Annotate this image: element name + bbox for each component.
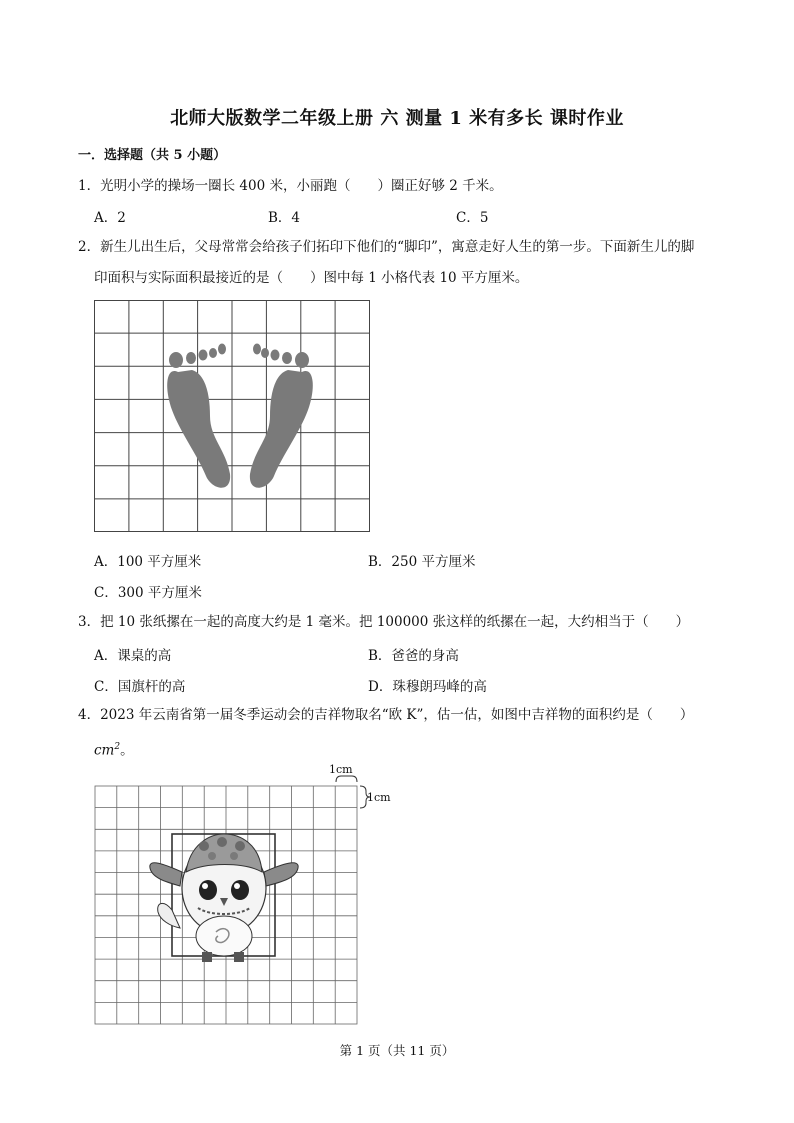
option-c: C．国旗杆的高 bbox=[94, 679, 186, 695]
scale-label-side: 1cm bbox=[367, 791, 391, 804]
scale-label-top: 1cm bbox=[329, 763, 353, 776]
question-text: 光明小学的操场一圈长 400 米，小丽跑（ ）圈正好够 2 千米。 bbox=[100, 178, 503, 194]
option-d: D．珠穆朗玛峰的高 bbox=[368, 679, 487, 695]
page-title: 北师大版数学二年级上册 六 测量 1 米有多长 课时作业 bbox=[170, 108, 624, 129]
question-number: 1． bbox=[78, 178, 101, 194]
option-b: B．4 bbox=[268, 210, 301, 226]
question-number: 4． bbox=[78, 707, 101, 723]
option-c: C．5 bbox=[456, 210, 489, 226]
grid-lines bbox=[94, 300, 370, 532]
option-a: A．100 平方厘米 bbox=[94, 554, 202, 570]
scale-bracket-icon bbox=[336, 776, 370, 808]
question-text: 把 10 张纸摞在一起的高度大约是 1 毫米。把 100000 张这样的纸摞在一起，大约相当于（ ） bbox=[100, 614, 690, 630]
option-c: C．300 平方厘米 bbox=[94, 585, 202, 601]
question-4 bbox=[78, 705, 693, 725]
question-text: 2023 年云南省第一届冬季运动会的吉祥物取名“欧 K”，估一估，如图中吉祥物的面积约是（ ） bbox=[100, 707, 694, 723]
question-2-line2: 印面积与实际面积最接近的是（ ）图中每 1 小格代表 10 平方厘米。 bbox=[94, 270, 529, 286]
unit-exponent: 2 bbox=[114, 742, 121, 752]
question-text: 新生儿出生后，父母常常会给孩子们拓印下他们的“脚印”，寓意走好人生的第一步。下面新生儿的脚 bbox=[100, 239, 695, 255]
footprint-grid-figure bbox=[94, 300, 372, 534]
option-b: B．爸爸的身高 bbox=[368, 648, 459, 664]
option-a: A．2 bbox=[94, 210, 126, 226]
page-footer: 第 1 页（共 11 页） bbox=[339, 1043, 455, 1058]
area-unit bbox=[94, 737, 134, 761]
section-heading: 一．选择题（共 5 小题） bbox=[78, 148, 227, 163]
unit-end: 。 bbox=[120, 742, 134, 759]
question-number: 3． bbox=[78, 614, 101, 630]
mascot-grid-figure bbox=[94, 760, 404, 1028]
option-a: A．课桌的高 bbox=[94, 648, 172, 664]
question-number: 2． bbox=[78, 239, 101, 255]
option-b: B．250 平方厘米 bbox=[368, 554, 476, 570]
unit-base: cm bbox=[94, 742, 115, 759]
question-3 bbox=[78, 612, 689, 632]
question-1 bbox=[78, 176, 503, 196]
question-2 bbox=[78, 237, 694, 257]
